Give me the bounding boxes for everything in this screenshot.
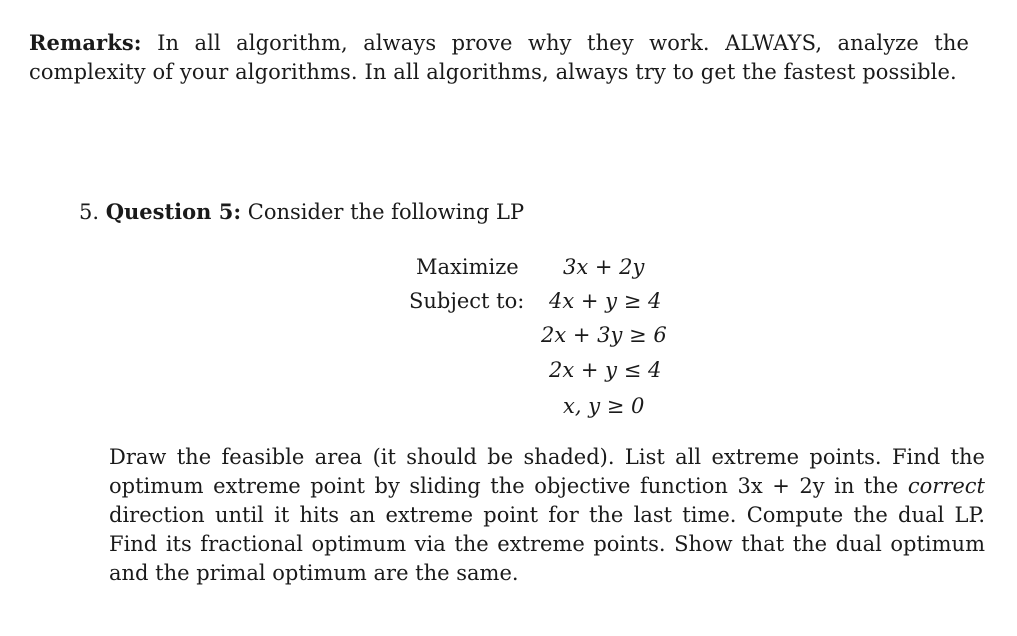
objective-function: 3x + 2y xyxy=(563,255,645,279)
question-heading xyxy=(79,198,524,226)
remarks-paragraph xyxy=(29,28,969,87)
constraint-1: 4x + y ≥ 4 xyxy=(549,289,662,313)
constraint-3: 2x + y ≤ 4 xyxy=(549,358,662,382)
instructions-part2: direction until it hits an extreme point for the last time. Compute the dual LP. Find its fractional optimum via the extreme points. Show that the dual optimum and the primal optimum are the same. xyxy=(109,503,985,585)
instructions-paragraph xyxy=(109,443,985,588)
question-title: Question 5: xyxy=(105,199,242,224)
remarks-text: In all algorithm, always prove why they work. ALWAYS, analyze the complexity of your algorithms. In all algorithms, always try to get the fastest possible. xyxy=(29,31,969,84)
remarks-label: Remarks: xyxy=(29,30,142,55)
objective-label: Maximize xyxy=(416,255,519,279)
instructions-emphasis: correct xyxy=(907,474,985,498)
question-number: 5. xyxy=(79,200,100,224)
constraint-nonnegativity: x, y ≥ 0 xyxy=(563,394,645,418)
constraint-2: 2x + 3y ≥ 6 xyxy=(541,323,667,347)
instructions-part1: Draw the feasible area (it should be shaded). List all extreme points. Find the optimum extreme point by sliding the objective function 3x + 2y in the xyxy=(109,445,985,498)
question-intro: Consider the following LP xyxy=(247,200,525,224)
constraints-label: Subject to: xyxy=(409,289,525,313)
